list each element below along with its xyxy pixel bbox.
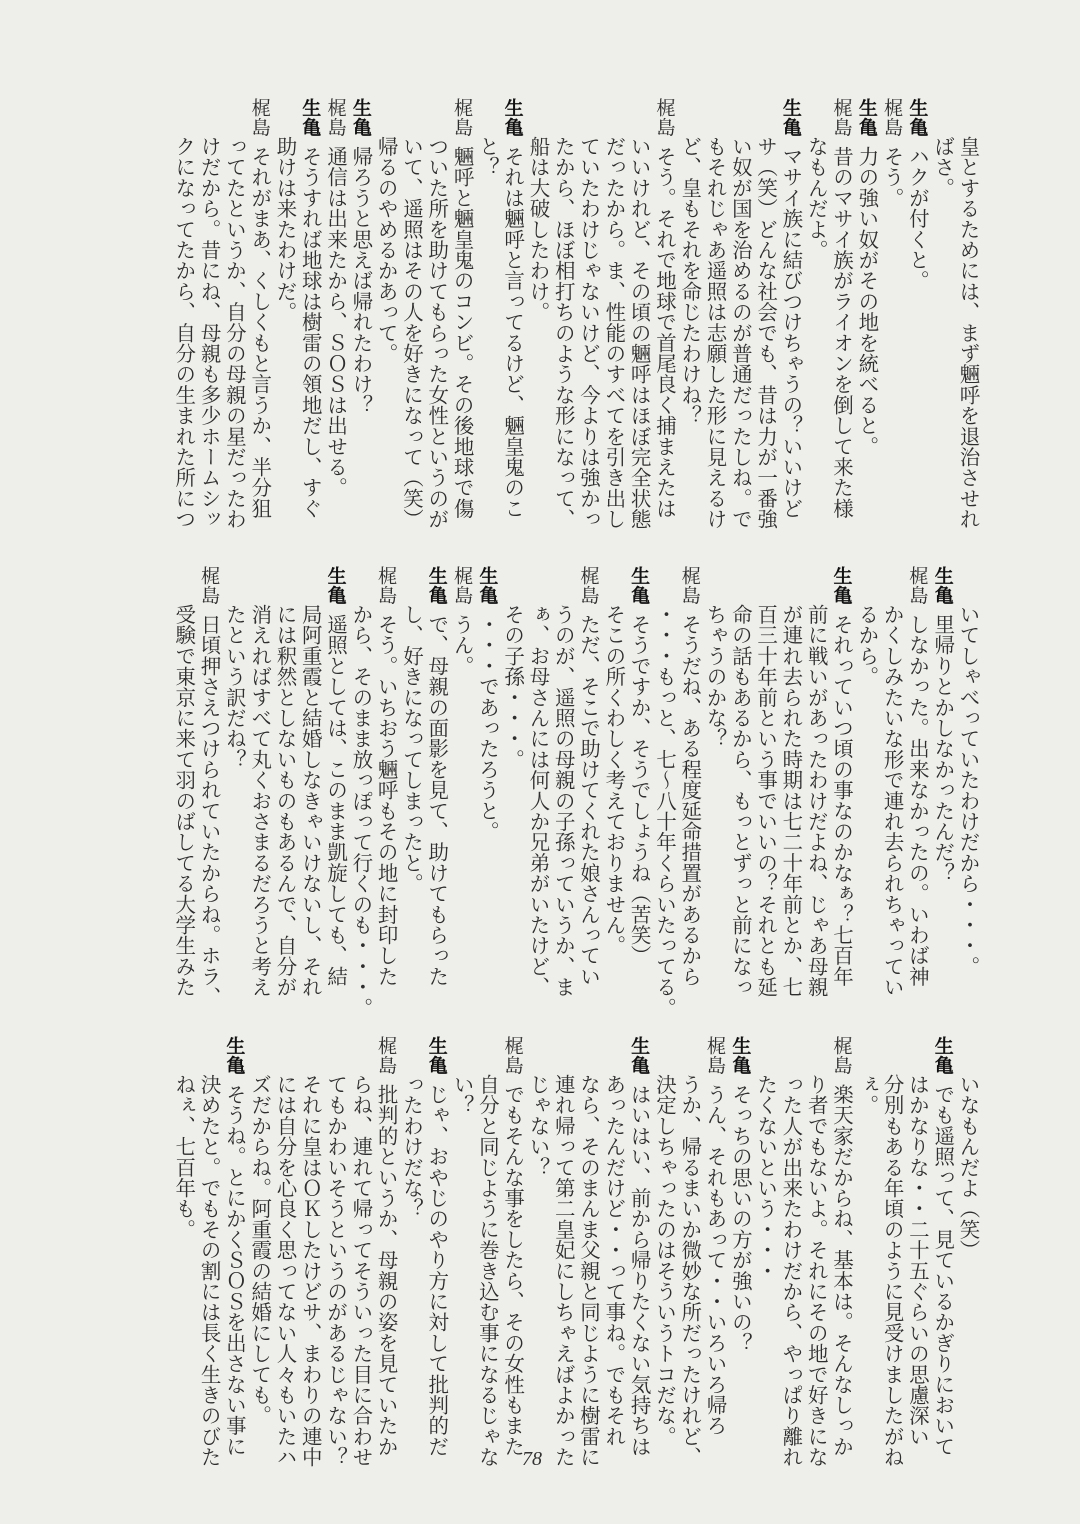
dialogue-text: 消えればすべて丸くおさまるだろうと考え <box>247 604 272 998</box>
text-column <box>297 98 323 519</box>
text-column <box>803 98 828 508</box>
text-column <box>727 566 752 1016</box>
dialogue-text: でも遥照って、見ているかぎりにおいて <box>930 1084 955 1457</box>
speaker-label: 生亀 <box>931 1036 954 1075</box>
dialogue-text: それに皇はＯＫしたけどサ、まわりの連中 <box>298 1074 323 1468</box>
dialogue-text: かくしみたいな形で連れ去られちゃってい <box>880 604 905 998</box>
text-column <box>272 98 297 508</box>
speaker-label: 生亀 <box>779 98 802 137</box>
dialogue-text: るから。 <box>854 604 879 687</box>
dialogue-text: ばさ。 <box>930 136 955 199</box>
text-column <box>196 98 222 530</box>
dialogue-text: ただ、そこで助けてくれた娘さんってい <box>576 614 601 987</box>
dialogue-text: と？ <box>475 136 500 178</box>
text-column <box>499 1036 524 1486</box>
speaker-label: 梶島 <box>881 98 904 137</box>
text-column <box>196 1036 221 1486</box>
dialogue-text: もそれじゃあ遥照は志願した形に見えるけ <box>703 136 728 530</box>
dialogue-text: そこの所くわしく考えておりません。 <box>601 604 626 956</box>
text-column <box>499 566 524 1016</box>
dialogue-text: それがまあ、くしくもと言うか、半分狙 <box>247 146 272 519</box>
speaker-label: 梶島 <box>375 1036 398 1075</box>
text-column <box>854 98 879 508</box>
text-column <box>803 1036 828 1486</box>
text-column <box>474 1036 499 1486</box>
speaker-label: 梶島 <box>704 1036 727 1075</box>
dialogue-text: ったわけだな？ <box>399 1074 424 1219</box>
dialogue-text: 楽天家だからね、基本は。そんなしっか <box>829 1084 854 1457</box>
text-column <box>904 98 929 508</box>
text-column <box>525 1036 550 1486</box>
text-column <box>854 566 879 1016</box>
text-column <box>929 1036 954 1486</box>
text-column <box>727 1036 752 1486</box>
text-column <box>246 566 271 1016</box>
dialogue-text: たから、ほぼ相打ちのような形になって、 <box>551 136 576 530</box>
dialogue-text: うん、それもあって・・いろいろ帰ろ <box>703 1084 728 1436</box>
dialogue-text: 決定しちゃったのはそういうトコだな。 <box>652 1074 677 1447</box>
speaker-label: 生亀 <box>501 98 524 137</box>
dialogue-text: 批判的というか、母親の姿を見ていたか <box>374 1084 399 1457</box>
text-column <box>879 1036 904 1486</box>
text-column <box>778 1036 803 1486</box>
speaker-label: 生亀 <box>425 566 448 605</box>
text-column <box>348 1036 373 1486</box>
text-column <box>297 1036 322 1486</box>
text-column <box>246 1036 271 1486</box>
text-column <box>272 566 297 1016</box>
speaker-label: 生亀 <box>299 98 322 137</box>
text-column <box>702 566 727 1016</box>
text-column <box>221 566 246 1016</box>
dialogue-text: ねぇ、七百年も。 <box>171 1074 196 1240</box>
text-column <box>778 566 803 1016</box>
text-column <box>651 566 676 1016</box>
dialogue-text: そうですか、そうでしょうね（苦笑） <box>627 614 652 966</box>
speaker-label: 生亀 <box>349 98 372 137</box>
text-tier-bottom <box>170 1036 980 1486</box>
dialogue-text: てもかわいそうというのがあるじゃない？ <box>323 1074 348 1468</box>
text-column <box>626 566 651 1016</box>
dialogue-text: 日頃押さえつけられていたからね。ホラ、 <box>197 614 222 1008</box>
text-column <box>575 98 601 530</box>
dialogue-text: ・・・であったろうと。 <box>475 614 500 842</box>
text-column <box>246 98 272 519</box>
text-column <box>955 1036 980 1486</box>
text-column <box>550 566 575 1016</box>
dialogue-text: には釈然としないものもあるんで、自分が <box>272 604 297 998</box>
text-column <box>904 1036 929 1486</box>
dialogue-text: 船は大破したわけ。 <box>525 136 550 323</box>
text-column <box>651 1036 676 1486</box>
dialogue-text: ってたというか、自分の母親の星だったわ <box>222 136 247 530</box>
text-column <box>828 566 853 1016</box>
dialogue-text: 連れ帰って第二皇妃にしちゃえばよかった <box>551 1074 576 1468</box>
dialogue-text: だったから。ま、性能のすべてを引き出し <box>601 136 626 530</box>
dialogue-text: 局阿重霞と結婚しなきゃいけないし、それ <box>298 604 323 998</box>
dialogue-text: そう。 <box>880 146 905 209</box>
speaker-label: 梶島 <box>577 566 600 605</box>
text-column <box>702 98 728 530</box>
dialogue-text: らね、連れて帰ってそういった目に合わせ <box>348 1074 373 1468</box>
dialogue-text: には自分を心良く思ってない人々もいたハ <box>272 1074 297 1468</box>
text-column <box>955 566 980 1016</box>
text-column <box>550 98 576 530</box>
dialogue-text: いてしゃべっていたわけだから・・・。 <box>956 604 980 977</box>
text-column <box>601 1036 626 1486</box>
dialogue-text: ついた所を助けてもらった女性というのが <box>424 136 449 530</box>
dialogue-text: しなかった。出来なかったの。いわば神 <box>905 614 930 987</box>
text-column <box>398 1036 423 1486</box>
dialogue-text: いて、遥照はその人を好きになって（笑） <box>399 136 424 530</box>
text-column <box>171 566 196 1016</box>
text-column <box>373 566 398 1016</box>
text-column <box>423 1036 448 1486</box>
dialogue-text: そう。それで地球で首尾良く捕まえたは <box>652 146 677 519</box>
dialogue-text: なもんだよ。 <box>804 136 829 261</box>
text-column <box>727 98 753 530</box>
text-column <box>575 1036 600 1486</box>
text-column <box>752 566 777 1016</box>
text-column <box>601 566 626 1016</box>
text-column <box>398 566 423 1016</box>
dialogue-text: サ（笑）どんな社会でも、昔は力が一番強 <box>753 136 778 530</box>
dialogue-text: そう。いちおう魎呼もその地に封印した <box>374 614 399 987</box>
text-column <box>474 566 499 1016</box>
dialogue-text: いなもんだよ（笑） <box>956 1074 980 1261</box>
text-column <box>803 566 828 1016</box>
dialogue-text: たという訳だね？ <box>222 604 247 770</box>
text-column <box>955 98 980 530</box>
speaker-label: 生亀 <box>906 98 929 137</box>
dialogue-text: ていたわけじゃないけど、今よりは強かっ <box>576 136 601 530</box>
dialogue-text: 魎呼と魎皇鬼のコンビ。その後地球で傷 <box>450 146 475 519</box>
text-column <box>626 98 652 530</box>
text-column <box>373 98 398 508</box>
dialogue-text: 力の強い奴がその地を統べると。 <box>854 146 879 457</box>
speaker-label: 梶島 <box>198 566 221 605</box>
text-column <box>525 98 550 508</box>
dialogue-text: で、母親の面影を見て、助けてもらった <box>424 614 449 987</box>
dialogue-text: った人が出来たわけだから、やっぱり離れ <box>778 1074 803 1468</box>
dialogue-text: それっていつ頃の事なのかなぁ？七百年 <box>829 614 854 987</box>
dialogue-text: 通信は出来たから、ＳＯＳは出せる。 <box>323 146 348 498</box>
dialogue-text: 帰るのやめるかあって。 <box>374 136 399 364</box>
dialogue-text: り者でもないよ。それにその地で好きにな <box>804 1074 829 1468</box>
dialogue-text: じゃ、おやじのやり方に対して批判的だ <box>424 1084 449 1457</box>
dialogue-text: その子孫・・・。 <box>500 604 525 770</box>
page-number: 78 <box>522 1448 542 1470</box>
speaker-label: 生亀 <box>324 566 347 605</box>
dialogue-text: そうね。とにかくＳＯＳを出さない事に <box>222 1084 247 1457</box>
text-column <box>449 1036 474 1486</box>
speaker-label: 生亀 <box>425 1036 448 1075</box>
dialogue-text: うん。 <box>450 614 475 677</box>
text-column <box>778 98 803 519</box>
dialogue-text: ・・・もっと、七〜八十年くらいたってる。 <box>652 604 677 1018</box>
text-column <box>322 1036 347 1486</box>
dialogue-text: ハクが付くと。 <box>905 146 930 291</box>
dialogue-text: し、好きになってしまったと。 <box>399 604 424 894</box>
dialogue-text: 百三十年前という事でいいの？それとも延 <box>753 604 778 998</box>
dialogue-text: そうだね、ある程度延命措置があるから <box>677 614 702 987</box>
speaker-label: 生亀 <box>476 566 499 605</box>
dialogue-text: ズだからね。阿重霞の結婚にしても。 <box>247 1074 272 1426</box>
text-column <box>449 98 475 519</box>
text-column <box>423 98 449 530</box>
text-column <box>272 1036 297 1486</box>
text-column <box>929 98 954 508</box>
text-tier-middle <box>170 566 980 1016</box>
speaker-label: 梶島 <box>653 98 676 137</box>
text-column <box>626 1036 651 1486</box>
dialogue-text: 前に戦いがあったわけだよね、じゃあ母親 <box>804 604 829 998</box>
dialogue-text: 分別もある年頃のように見受けましたがね <box>880 1074 905 1468</box>
dialogue-text: うのが、遥照の母親の子孫っていうか、ま <box>551 604 576 998</box>
text-column <box>449 566 474 1016</box>
dialogue-text: マサイ族に結びつけちゃうの？いいけど <box>778 146 803 519</box>
text-column <box>474 98 499 508</box>
text-tier-top <box>170 98 980 530</box>
text-column <box>423 566 448 1016</box>
dialogue-text: 決めたと。でもその割には長く生きのびた <box>197 1074 222 1468</box>
text-column <box>221 98 247 530</box>
text-column <box>221 1036 246 1486</box>
text-column <box>398 98 424 530</box>
speaker-label: 生亀 <box>628 566 651 605</box>
speaker-label: 梶島 <box>678 566 701 605</box>
dialogue-text: い奴が国を治めるのが普通だったしね。で <box>728 136 753 530</box>
text-column <box>828 98 854 519</box>
speaker-label: 生亀 <box>931 566 954 605</box>
speaker-label: 梶島 <box>501 1036 524 1075</box>
dialogue-text: はいはい、前から帰りたくない気持ちは <box>627 1084 652 1457</box>
text-column <box>196 566 221 1016</box>
text-column <box>322 566 347 1016</box>
text-column <box>348 566 373 1016</box>
text-column <box>879 566 904 1016</box>
text-column <box>297 566 322 1016</box>
text-column <box>651 98 677 519</box>
dialogue-text: あったんだけど・・って事ね。でもそれ <box>601 1074 626 1447</box>
speaker-label: 生亀 <box>830 566 853 605</box>
dialogue-text: そっちの思いの方が強いの？ <box>728 1084 753 1354</box>
speaker-label: 梶島 <box>906 566 929 605</box>
dialogue-text: うか、帰るまいか微妙な所だったけれど、 <box>677 1074 702 1468</box>
dialogue-text: たくないという・・・ <box>753 1074 778 1281</box>
text-column <box>929 566 954 1016</box>
speaker-label: 生亀 <box>223 1036 246 1075</box>
speaker-label: 梶島 <box>451 98 474 137</box>
dialogue-text: クになってたから、自分の生まれた所につ <box>171 136 196 530</box>
speaker-label: 生亀 <box>628 1036 651 1075</box>
text-column <box>702 1036 727 1486</box>
dialogue-text: い？ <box>450 1074 475 1116</box>
text-column <box>550 1036 575 1486</box>
dialogue-text: けだから。昔にね、母親も多少ホームシッ <box>197 136 222 530</box>
dialogue-text: ぇ。 <box>854 1074 879 1116</box>
text-column <box>575 566 600 1016</box>
dialogue-text: 里帰りとかしなかったんだ？ <box>930 614 955 884</box>
text-column <box>171 1036 196 1486</box>
dialogue-text: が連れ去られた時期は七二十年前とか、七 <box>778 604 803 998</box>
text-column <box>676 1036 701 1486</box>
dialogue-text: それは魎呼と言ってるけど、魎皇鬼のこ <box>500 146 525 519</box>
text-column <box>525 566 550 1016</box>
dialogue-text: ちゃうのかな？ <box>703 604 728 749</box>
dialogue-text: ど、皇もそれを命じたわけね？ <box>677 136 702 426</box>
dialogue-text: 受験で東京に来て羽のばしてる大学生みた <box>171 604 196 998</box>
dialogue-text: はかなりな・・二十五ぐらいの思慮深い <box>905 1074 930 1447</box>
text-column <box>322 98 347 508</box>
text-column <box>676 98 701 508</box>
speaker-label: 生亀 <box>855 98 878 137</box>
speaker-label: 梶島 <box>830 1036 853 1075</box>
dialogue-text: 遥照としては、このまま凱旋しても、結 <box>323 614 348 987</box>
speaker-label: 生亀 <box>729 1036 752 1075</box>
text-column <box>854 1036 879 1486</box>
dialogue-text: 帰ろうと思えば帰れたわけ？ <box>348 146 373 416</box>
text-column <box>828 1036 853 1486</box>
speaker-label: 梶島 <box>830 98 853 137</box>
text-column <box>879 98 904 508</box>
dialogue-text: 皇とするためには、まず魎呼を退治させれ <box>956 136 980 530</box>
dialogue-text: 命の話もあるから、もっとずっと前になっ <box>728 604 753 998</box>
speaker-label: 梶島 <box>324 98 347 137</box>
dialogue-text: 昔のマサイ族がライオンを倒して来た様 <box>829 146 854 519</box>
text-column <box>348 98 373 508</box>
text-column <box>171 98 196 530</box>
dialogue-text: なら、そのまんま父親と同じように樹雷に <box>576 1074 601 1468</box>
text-column <box>373 1036 398 1486</box>
dialogue-text: そうすれば地球は樹雷の領地だし、すぐ <box>298 146 323 519</box>
text-column <box>752 1036 777 1486</box>
speaker-label: 梶島 <box>248 98 271 137</box>
dialogue-text: でもそんな事をしたら、その女性もまた <box>500 1084 525 1457</box>
text-column <box>601 98 626 530</box>
speaker-label: 梶島 <box>375 566 398 605</box>
text-column <box>904 566 929 1016</box>
dialogue-text: から、そのまま放っぽって行くのも・・・。 <box>348 604 373 1018</box>
dialogue-text: ぁ、お母さんには何人か兄弟がいたけど、 <box>525 604 550 998</box>
text-column <box>499 98 525 519</box>
text-column <box>676 566 701 1016</box>
dialogue-text: いいけれど、その頃の魎呼はほぼ完全状態 <box>627 136 652 530</box>
dialogue-text: 助けは来たわけだ。 <box>272 136 297 323</box>
dialogue-text: じゃない？ <box>525 1074 550 1178</box>
speaker-label: 梶島 <box>451 566 474 605</box>
text-column <box>752 98 778 530</box>
dialogue-text: 自分と同じように巻き込む事になるじゃな <box>475 1074 500 1468</box>
